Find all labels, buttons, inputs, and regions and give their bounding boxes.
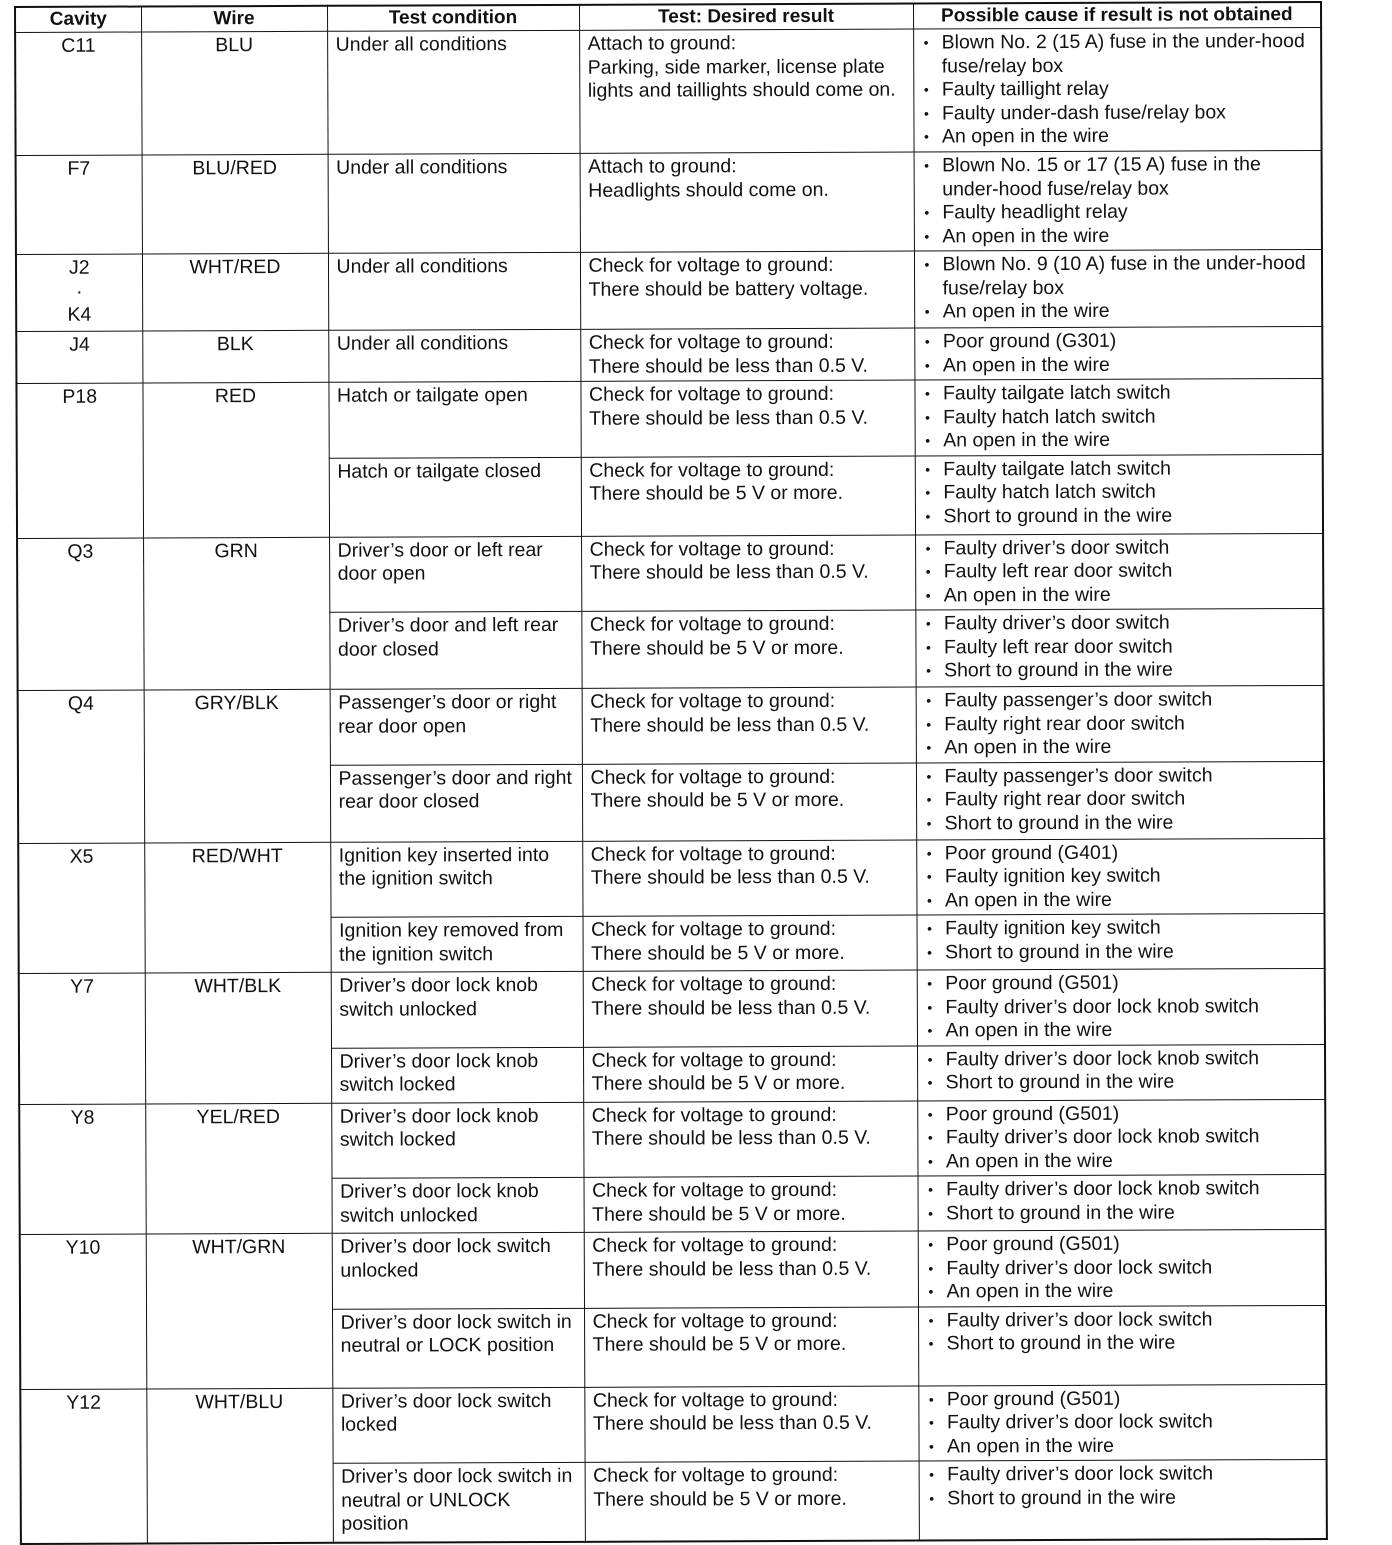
cause-text: Poor ground (G501) <box>946 1232 1120 1256</box>
cause-list-item <box>924 764 1315 789</box>
desired-result-cell: Check for voltage to ground: There should be less than 0.5 V. <box>583 970 917 1047</box>
cause-list-item <box>925 940 1316 965</box>
cause-list-item <box>927 1462 1318 1487</box>
cavity-cell: Y10 <box>20 1234 147 1389</box>
desired-result-cell: Check for voltage to ground: There should be 5 V or more. <box>584 1176 918 1232</box>
cause-list-item <box>926 1102 1317 1127</box>
desired-result-cell: Check for voltage to ground: There should be 5 V or more. <box>584 1307 918 1387</box>
cause-list-item <box>927 1434 1318 1459</box>
cause-list-item <box>927 1410 1318 1435</box>
cause-list-item <box>923 428 1314 453</box>
test-condition-cell: Under all conditions <box>327 30 579 154</box>
cavity-cell: J4 <box>16 331 142 383</box>
test-condition-cell: Driver’s door or left rear door open <box>329 536 581 612</box>
cavity-cell: X5 <box>18 843 145 974</box>
wire-color-cell: WHT/RED <box>142 253 328 331</box>
cause-text: Faulty tailgate latch switch <box>943 457 1171 480</box>
cause-list-item <box>922 30 1313 78</box>
cause-list-item <box>924 688 1315 713</box>
test-condition-cell: Driver’s door and left rear door closed <box>329 611 581 689</box>
wire-color-cell: WHT/BLU <box>146 1388 333 1544</box>
cause-list-item <box>926 1201 1317 1226</box>
desired-result-cell: Check for voltage to ground: There should be less than 0.5 V. <box>582 840 916 917</box>
header-wire: Wire <box>141 6 327 32</box>
bullet-icon: • <box>926 868 932 885</box>
cause-text: Short to ground in the wire <box>946 1201 1175 1224</box>
cause-text: Faulty headlight relay <box>942 200 1128 224</box>
diagnostic-table-sheet <box>14 1 1326 1545</box>
cause-list <box>925 971 1316 1043</box>
bullet-icon: • <box>925 539 931 557</box>
possible-cause-cell <box>919 1459 1327 1540</box>
bullet-icon: • <box>927 1129 933 1146</box>
cause-list-item <box>923 353 1314 378</box>
bullet-icon: • <box>926 715 932 733</box>
cause-text: Poor ground (G301) <box>942 329 1117 353</box>
cause-list-item <box>927 1308 1318 1333</box>
bullet-icon: • <box>928 1335 934 1352</box>
desired-result-cell: Check for voltage to ground: There should be less than 0.5 V. <box>584 1231 918 1308</box>
cause-text: Faulty driver’s door lock switch <box>946 1255 1213 1279</box>
desired-result-cell: Check for voltage to ground: There should be less than 0.5 V. <box>584 1386 918 1463</box>
test-condition-cell: Driver’s door lock switch in neutral or LOCK position <box>332 1308 584 1388</box>
cause-text: An open in the wire <box>945 1149 1113 1172</box>
cause-text: An open in the wire <box>942 299 1110 323</box>
table-row <box>16 150 1322 254</box>
cause-text: Faulty ignition key switch <box>945 916 1161 940</box>
desired-result-cell: Attach to ground: Parking, side marker, license plate lights and taillights should come on. <box>579 29 913 153</box>
cause-list-item <box>924 735 1315 760</box>
cause-text: Poor ground (G501) <box>945 1102 1120 1125</box>
table-body <box>15 27 1327 1544</box>
bullet-icon: • <box>929 1489 935 1506</box>
table-row <box>16 326 1322 383</box>
header-cavity: Cavity <box>15 7 141 33</box>
cause-list-item <box>922 77 1313 102</box>
wire-color-cell: WHT/GRN <box>146 1233 333 1388</box>
test-condition-cell: Hatch or tailgate open <box>328 381 580 457</box>
bullet-icon: • <box>924 333 930 350</box>
cause-list-item <box>926 1232 1317 1257</box>
cause-text: Faulty driver’s door lock switch <box>946 1410 1213 1434</box>
bullet-icon: • <box>928 1204 934 1221</box>
possible-cause-cell <box>913 27 1321 152</box>
table-row <box>19 1099 1325 1180</box>
bullet-icon: • <box>924 227 930 245</box>
cause-list-item <box>924 559 1315 584</box>
cause-list <box>926 1047 1317 1095</box>
cause-list <box>927 1462 1318 1510</box>
desired-result-cell: Check for voltage to ground: There should be 5 V or more. <box>583 1046 917 1102</box>
header-possible-cause: Possible cause if result is not obtained <box>913 2 1321 29</box>
bullet-icon: • <box>925 507 931 525</box>
cause-text: An open in the wire <box>946 1279 1114 1303</box>
desired-result-cell: Check for voltage to ground: There should be 5 V or more. <box>582 915 916 971</box>
cause-text: Short to ground in the wire <box>946 1331 1176 1355</box>
wire-color-cell: GRY/BLK <box>144 689 331 842</box>
cause-list-item <box>925 811 1316 836</box>
cause-text: Faulty driver’s door lock switch <box>946 1307 1213 1331</box>
cause-text: Blown No. 15 or 17 (15 A) fuse in the under-hood fuse/relay box <box>942 153 1261 200</box>
bullet-icon: • <box>924 356 930 374</box>
test-condition-cell: Passenger’s door and right rear door closed <box>330 764 582 842</box>
bullet-icon: • <box>926 891 932 909</box>
cause-text: An open in the wire <box>942 353 1110 376</box>
wire-color-cell: RED <box>142 382 329 537</box>
bullet-icon: • <box>923 81 929 98</box>
test-condition-cell: Under all conditions <box>328 153 580 253</box>
possible-cause-cell <box>916 685 1324 762</box>
cause-list-item <box>922 153 1313 201</box>
test-condition-cell: Driver’s door lock switch in neutral or UNLOCK position <box>333 1462 585 1542</box>
cause-list <box>924 611 1315 683</box>
cause-list-item <box>927 1331 1318 1356</box>
bullet-icon: • <box>926 767 932 785</box>
possible-cause-cell <box>914 249 1322 328</box>
table-row <box>18 838 1324 919</box>
cause-text: Faulty hatch latch switch <box>943 405 1156 428</box>
cause-list-item <box>926 1279 1317 1304</box>
wire-color-cell: BLU <box>141 31 327 155</box>
cavity-cell: Q3 <box>17 538 144 691</box>
table-row <box>18 685 1324 766</box>
table-row <box>16 249 1322 331</box>
bullet-icon: • <box>927 1152 933 1169</box>
table-row <box>20 1229 1326 1310</box>
test-condition-cell: Ignition key removed from the ignition switch <box>331 916 583 972</box>
bullet-icon: • <box>927 920 932 937</box>
cavity-cell: F7 <box>16 155 142 254</box>
cause-list-item <box>925 841 1316 866</box>
cavity-cell: C11 <box>15 32 141 155</box>
cause-list-item <box>924 658 1315 683</box>
cause-list-item <box>925 916 1316 941</box>
test-condition-cell: Under all conditions <box>328 252 580 330</box>
bullet-icon: • <box>926 692 932 709</box>
possible-cause-cell <box>917 1099 1325 1176</box>
cause-list <box>925 841 1316 913</box>
cause-text: Poor ground (G501) <box>946 1387 1121 1410</box>
bullet-icon: • <box>925 484 931 501</box>
possible-cause-cell <box>918 1384 1326 1461</box>
bullet-icon: • <box>924 303 930 320</box>
cause-text: Faulty driver’s door lock knob switch <box>946 1177 1260 1201</box>
cause-text: An open in the wire <box>943 583 1111 606</box>
cause-list-item <box>922 200 1313 225</box>
bullet-icon: • <box>926 814 932 832</box>
cause-text: Faulty driver’s door lock knob switch <box>945 1125 1260 1149</box>
cause-list-item <box>924 712 1315 737</box>
desired-result-cell: Check for voltage to ground: There should be less than 0.5 V. <box>582 687 916 764</box>
cause-text: Faulty driver’s door lock knob switch <box>945 994 1259 1018</box>
cause-list <box>922 252 1313 324</box>
bullet-icon: • <box>925 563 931 580</box>
cause-list-item <box>923 504 1314 529</box>
cause-list-item <box>923 299 1314 324</box>
cause-list <box>927 1308 1318 1356</box>
cause-list-item <box>924 583 1315 608</box>
possible-cause-cell <box>917 1044 1325 1101</box>
cause-text: Faulty ignition key switch <box>944 864 1161 888</box>
cause-list-item <box>925 888 1316 913</box>
bullet-icon: • <box>926 662 931 679</box>
cause-text: An open in the wire <box>941 124 1110 148</box>
connector-test-table <box>14 1 1328 1545</box>
desired-result-cell: Check for voltage to ground: There should be battery voltage. <box>580 251 914 329</box>
cause-list-item <box>924 536 1315 561</box>
cause-list-item <box>922 101 1313 126</box>
cause-list-item <box>923 381 1314 406</box>
desired-result-cell: Check for voltage to ground: There should be less than 0.5 V. <box>583 1101 917 1178</box>
cause-text: Faulty passenger’s door switch <box>944 763 1213 787</box>
bullet-icon: • <box>927 1105 933 1122</box>
cause-text: Short to ground in the wire <box>945 940 1174 963</box>
bullet-icon: • <box>928 1311 934 1328</box>
cause-list-item <box>926 1070 1317 1095</box>
table-row <box>17 533 1323 614</box>
possible-cause-cell <box>915 533 1323 610</box>
wire-color-cell: YEL/RED <box>145 1103 331 1234</box>
bullet-icon: • <box>927 1074 933 1091</box>
cause-list-item <box>927 1486 1318 1511</box>
wire-color-cell: BLK <box>142 330 328 383</box>
cause-text: Faulty driver’s door switch <box>943 611 1170 635</box>
cause-text: An open in the wire <box>944 888 1112 911</box>
cause-text: Faulty driver’s door lock switch <box>947 1462 1214 1486</box>
possible-cause-cell <box>917 1174 1325 1231</box>
cause-list-item <box>922 252 1313 300</box>
cause-list <box>926 1232 1317 1304</box>
cause-list <box>922 30 1313 149</box>
cause-text: An open in the wire <box>943 428 1111 452</box>
cause-text: Poor ground (G501) <box>945 971 1119 995</box>
bullet-icon: • <box>926 739 932 756</box>
test-condition-cell: Driver’s door lock knob switch unlocked <box>331 971 583 1047</box>
bullet-icon: • <box>927 1050 933 1067</box>
desired-result-cell: Check for voltage to ground: There should be less than 0.5 V. <box>580 380 914 457</box>
wire-color-cell: RED/WHT <box>144 842 330 973</box>
bullet-icon: • <box>924 204 930 221</box>
header-desired-result: Test: Desired result <box>579 4 913 31</box>
bullet-icon: • <box>923 34 929 51</box>
cause-list <box>926 1177 1317 1225</box>
bullet-icon: • <box>926 791 932 808</box>
wire-color-cell: GRN <box>143 537 330 690</box>
test-condition-cell: Driver’s door lock switch unlocked <box>332 1232 584 1308</box>
bullet-icon: • <box>923 104 929 122</box>
desired-result-cell: Check for voltage to ground: There should be 5 V or more. <box>585 1461 919 1542</box>
cause-list-item <box>925 1018 1316 1043</box>
cause-text: Faulty under-dash fuse/relay box <box>941 100 1226 124</box>
bullet-icon: • <box>924 256 930 273</box>
cause-list-item <box>925 971 1316 996</box>
cavity-cell: J2 · K4 <box>16 254 142 331</box>
wire-color-cell: WHT/BLK <box>145 972 331 1103</box>
cause-list <box>924 764 1315 836</box>
test-condition-cell: Under all conditions <box>328 329 580 382</box>
cause-list-item <box>927 1387 1318 1412</box>
desired-result-cell: Check for voltage to ground: There should be 5 V or more. <box>582 763 916 841</box>
cause-list <box>925 916 1316 964</box>
test-condition-cell: Driver’s door lock knob switch locked <box>331 1102 583 1178</box>
cavity-cell: Y7 <box>19 973 146 1104</box>
bullet-icon: • <box>925 432 931 449</box>
test-condition-cell: Ignition key inserted into the ignition switch <box>330 841 582 917</box>
possible-cause-cell <box>914 326 1322 380</box>
bullet-icon: • <box>925 586 931 604</box>
desired-result-cell: Attach to ground: Headlights should come on. <box>580 152 914 252</box>
cause-text: An open in the wire <box>945 1018 1113 1042</box>
cause-text: Faulty right rear door switch <box>944 787 1186 811</box>
cause-list-item <box>922 224 1313 249</box>
cause-list <box>923 457 1314 529</box>
desired-result-cell: Check for voltage to ground: There should be 5 V or more. <box>581 610 915 688</box>
cause-text: Blown No. 2 (15 A) fuse in the under-hood fuse/relay box <box>941 30 1305 77</box>
possible-cause-cell <box>914 150 1322 251</box>
cause-list-item <box>923 480 1314 505</box>
bullet-icon: • <box>928 1181 933 1198</box>
cause-list-item <box>923 457 1314 482</box>
cause-list-item <box>925 864 1316 889</box>
cause-list <box>923 381 1314 453</box>
cause-list-item <box>926 1125 1317 1150</box>
bullet-icon: • <box>924 157 930 174</box>
cause-list <box>924 688 1315 760</box>
possible-cause-cell <box>916 913 1324 970</box>
cause-text: Faulty left rear door switch <box>943 635 1173 658</box>
test-condition-cell: Driver’s door lock knob switch unlocked <box>332 1177 584 1233</box>
desired-result-cell: Check for voltage to ground: There should be 5 V or more. <box>581 456 915 536</box>
test-condition-cell: Passenger’s door or right rear door open <box>330 688 582 764</box>
cause-text: Short to ground in the wire <box>944 811 1174 834</box>
cavity-cell: Y12 <box>20 1389 147 1544</box>
possible-cause-cell <box>914 378 1322 455</box>
cause-text: An open in the wire <box>942 224 1110 247</box>
cause-list <box>924 536 1315 608</box>
cause-list <box>923 329 1314 377</box>
bullet-icon: • <box>925 638 931 656</box>
cause-list-item <box>924 611 1315 636</box>
wire-color-cell: BLU/RED <box>142 154 328 254</box>
possible-cause-cell <box>916 838 1324 915</box>
bullet-icon: • <box>927 943 933 961</box>
test-condition-cell: Driver’s door lock switch locked <box>332 1387 584 1463</box>
cause-list-item <box>926 1047 1317 1072</box>
bullet-icon: • <box>928 1283 934 1300</box>
table-row <box>15 27 1321 155</box>
bullet-icon: • <box>925 408 931 426</box>
bullet-icon: • <box>923 128 929 145</box>
cause-text: An open in the wire <box>946 1434 1115 1457</box>
cause-list-item <box>925 787 1316 812</box>
cause-list-item <box>923 405 1314 430</box>
bullet-icon: • <box>929 1437 934 1454</box>
cavity-cell: Y8 <box>19 1104 146 1235</box>
cause-text: An open in the wire <box>944 735 1112 759</box>
bullet-icon: • <box>928 1414 934 1431</box>
cause-text: Faulty tailgate latch switch <box>942 381 1171 405</box>
cause-text: Faulty right rear door switch <box>944 712 1185 735</box>
cause-list <box>926 1102 1317 1174</box>
cause-text: Blown No. 9 (10 A) fuse in the under-hood fuse/relay box <box>942 252 1306 299</box>
test-condition-cell: Hatch or tailgate closed <box>329 457 581 537</box>
cause-list-item <box>926 1256 1317 1281</box>
possible-cause-cell <box>918 1305 1326 1386</box>
cause-text: Short to ground in the wire <box>947 1486 1176 1509</box>
bullet-icon: • <box>927 998 933 1016</box>
test-condition-cell: Driver’s door lock knob switch locked <box>331 1047 583 1103</box>
table-row <box>16 378 1322 459</box>
bullet-icon: • <box>924 385 930 402</box>
cause-list-item <box>926 1149 1317 1174</box>
possible-cause-cell <box>916 761 1324 840</box>
bullet-icon: • <box>925 460 931 478</box>
bullet-icon: • <box>929 1466 935 1483</box>
cause-list <box>922 153 1313 248</box>
cause-list-item <box>926 1177 1317 1202</box>
cause-text: Short to ground in the wire <box>943 504 1173 527</box>
desired-result-cell: Check for voltage to ground: There should be less than 0.5 V. <box>580 328 914 381</box>
cause-text: Faulty taillight relay <box>941 77 1109 101</box>
cause-list-item <box>922 124 1313 149</box>
table-row <box>19 968 1325 1049</box>
bullet-icon: • <box>928 1390 934 1407</box>
cause-list-item <box>924 635 1315 660</box>
bullet-icon: • <box>928 1259 934 1276</box>
possible-cause-cell <box>918 1229 1326 1306</box>
bullet-icon: • <box>927 975 933 992</box>
bullet-icon: • <box>928 1236 934 1253</box>
cause-text: Faulty passenger’s door switch <box>944 688 1213 712</box>
cause-text: Short to ground in the wire <box>945 1070 1175 1094</box>
bullet-icon: • <box>927 1022 933 1039</box>
table-row <box>20 1384 1326 1465</box>
header-test-condition: Test condition <box>327 5 579 31</box>
desired-result-cell: Check for voltage to ground: There should be less than 0.5 V. <box>581 535 915 612</box>
cause-list-item <box>923 329 1314 354</box>
cavity-cell: Q4 <box>18 690 145 843</box>
cavity-cell: P18 <box>16 383 143 538</box>
cause-text: Faulty hatch latch switch <box>943 480 1156 504</box>
cause-text: Faulty driver’s door lock knob switch <box>945 1046 1260 1070</box>
cause-list-item <box>925 995 1316 1020</box>
possible-cause-cell <box>917 968 1325 1045</box>
cause-text: Poor ground (G401) <box>944 841 1119 864</box>
possible-cause-cell <box>915 608 1323 687</box>
cause-text: Faulty driver’s door switch <box>943 536 1170 559</box>
cause-text: Short to ground in the wire <box>944 658 1173 682</box>
cause-text: Faulty left rear door switch <box>943 559 1173 583</box>
possible-cause-cell <box>915 454 1323 535</box>
bullet-icon: • <box>926 844 932 862</box>
bullet-icon: • <box>925 615 931 632</box>
